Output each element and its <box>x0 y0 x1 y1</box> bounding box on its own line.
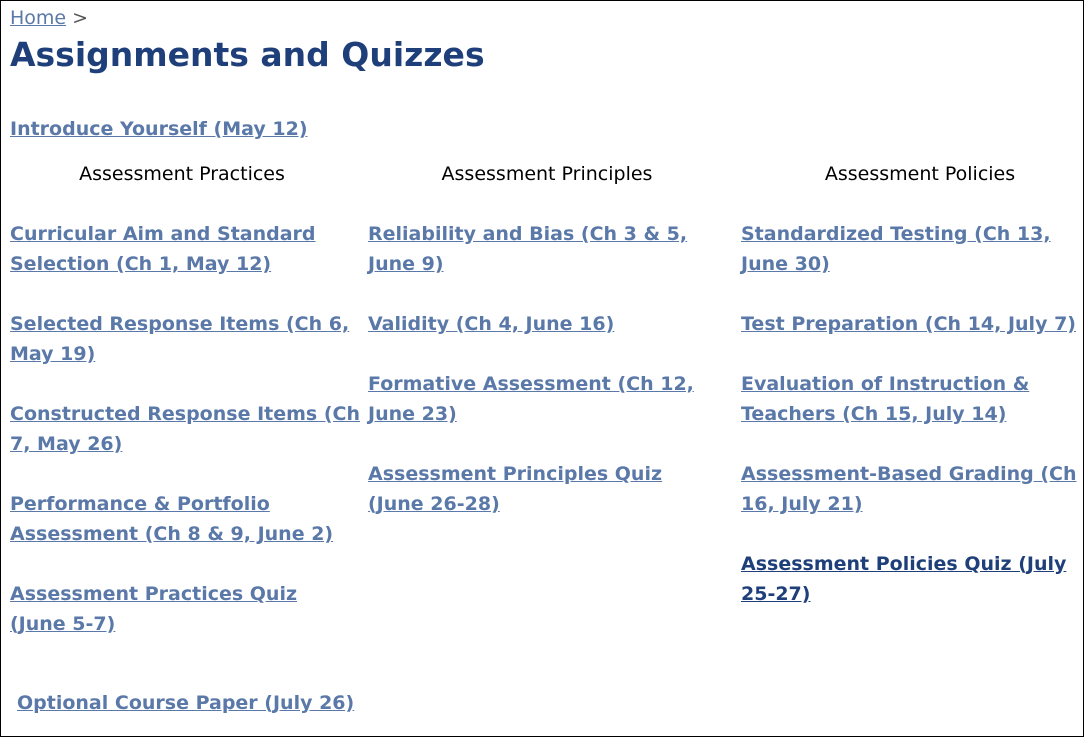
practices-link-curricular-aim[interactable]: Curricular Aim and Standard Selection (Ch 1, May 12) <box>10 223 316 275</box>
practices-link-selected-response[interactable]: Selected Response Items (Ch 6, May 19) <box>10 313 350 365</box>
breadcrumb-home-link[interactable]: Home <box>10 7 67 29</box>
optional-course-paper-link[interactable]: Optional Course Paper (July 26) <box>17 692 355 714</box>
column-heading-practices: Assessment Practices <box>79 163 285 185</box>
principles-link-validity[interactable]: Validity (Ch 4, June 16) <box>368 313 615 335</box>
page-title: Assignments and Quizzes <box>10 35 485 74</box>
principles-link-quiz[interactable]: Assessment Principles Quiz (June 26-28) <box>368 463 663 515</box>
column-heading-principles: Assessment Principles <box>441 163 653 185</box>
breadcrumb-separator: > <box>72 7 89 29</box>
policies-link-quiz[interactable]: Assessment Policies Quiz (July 25-27) <box>741 553 1067 605</box>
practices-link-quiz[interactable]: Assessment Practices Quiz (June 5-7) <box>10 583 298 635</box>
principles-link-formative-assessment[interactable]: Formative Assessment (Ch 12, June 23) <box>368 373 694 425</box>
practices-link-constructed-response[interactable]: Constructed Response Items (Ch 7, May 26) <box>10 403 360 455</box>
policies-link-test-preparation[interactable]: Test Preparation (Ch 14, July 7) <box>741 313 1076 335</box>
principles-link-reliability-bias[interactable]: Reliability and Bias (Ch 3 & 5, June 9) <box>368 223 688 275</box>
breadcrumb <box>10 6 88 30</box>
policies-link-assessment-based-grading[interactable]: Assessment-Based Grading (Ch 16, July 21) <box>741 463 1077 515</box>
policies-link-evaluation-instruction[interactable]: Evaluation of Instruction & Teachers (Ch 15, July 14) <box>741 373 1030 425</box>
introduce-yourself-link[interactable]: Introduce Yourself (May 12) <box>10 118 308 140</box>
column-heading-policies: Assessment Policies <box>824 163 1016 185</box>
policies-link-standardized-testing[interactable]: Standardized Testing (Ch 13, June 30) <box>741 223 1051 275</box>
practices-link-performance-portfolio[interactable]: Performance & Portfolio Assessment (Ch 8 & 9, June 2) <box>10 493 334 545</box>
